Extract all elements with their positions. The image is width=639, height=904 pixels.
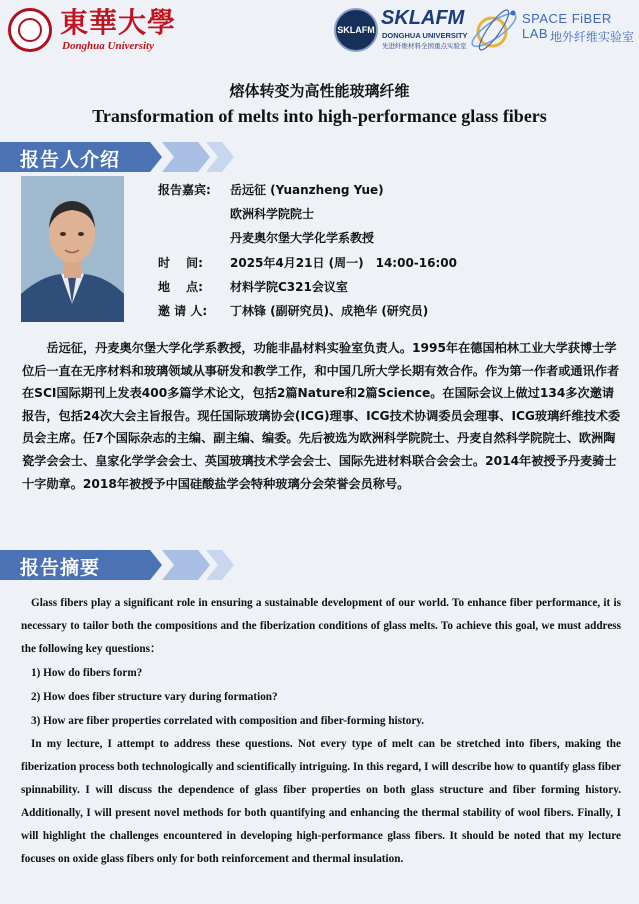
header [0, 0, 639, 66]
info-value: 丹麦奥尔堡大学化学系教授 [230, 231, 375, 245]
talk-title-en: Transformation of melts into high-performance glass fibers [92, 106, 547, 126]
abstract-paragraph: In my lecture, I attempt to address these questions. Not every type of melt can be stretched into fibers, making the fiberization process both technologically and scientifically intriguing. In this regard, I will describe how to quantify glass fiber spinnability. I will discuss the dependence of glass fiber properties on both glass structure and fiber forming history. Additionally, I will present novel methods for both quantifying and enhancing the thermal stability of wool fibers. Finally, I will highlight the challenges encountered in developing high-performance glass fibers. It should be noted that my lecture focuses on oxide glass fibers only for both reinforcement and thermal insulation. [21, 738, 621, 865]
info-value: 岳远征 (Yuanzheng Yue) [230, 183, 384, 197]
space-fiber-lab-logo [466, 4, 522, 56]
info-value: 欧洲科学院院士 [230, 207, 315, 221]
university-name-en: Donghua University [62, 40, 154, 52]
abstract-section-title: 报告摘要 [20, 557, 101, 579]
speaker-photo [21, 176, 124, 322]
speaker-bio [22, 337, 622, 495]
abstract-section-banner [0, 550, 260, 580]
info-value: 丁林锋 (副研究员)、成艳华 (研究员) [230, 304, 429, 318]
abstract-body [21, 592, 621, 880]
sklafm-badge-logo: SKLAFM [334, 8, 378, 52]
sklafm-subtitle-cn: 先进纤维材料全国重点实验室 [382, 42, 467, 50]
info-value: 材料学院C321会议室 [230, 280, 348, 294]
speaker-section-title: 报告人介绍 [20, 149, 121, 171]
sklafm-subtitle-en: DONGHUA UNIVERSITY [382, 31, 468, 40]
info-label: 邀 请 人: [158, 304, 208, 318]
abstract-question: 2) How does fiber structure vary during formation? [31, 691, 278, 703]
university-name-cn: 東華大學 [60, 6, 177, 39]
donghua-seal-logo [8, 8, 52, 52]
speaker-section-banner [0, 142, 260, 172]
sklafm-title: SKLAFM [381, 7, 465, 29]
space-fiber-lab-name-en: SPACE FiBER LAB [522, 11, 612, 41]
abstract-question: 3) How are fiber properties correlated with composition and fiber-forming history. [31, 715, 425, 727]
speaker-bio-text: 岳远征，丹麦奥尔堡大学化学系教授，功能非晶材料实验室负责人。1995年在德国柏林工业大学获博士学位后一直在无序材料和玻璃领域从事研发和教学工作，和中国几所大学长期有效合作。作为第一作者或通讯作者在SCI国际期刊上发表400多篇学术论文，包括2篇Nature和2篇Science。在国际会议上做过134多次邀请报告，包括24次大会主旨报告。现任国际玻璃协会(ICG)理事、ICG技术协调委员会理事、ICG玻璃纤维技术委员会主席。任7个国际杂志的主编、副主编、编委。先后被选为欧洲科学院院士、丹麦自然科学院院士、欧洲陶瓷学会会士、皇家化学学会会士、英国玻璃技术学会会士、国际先进材料联合会会士。2014年被授予丹麦骑士十字勋章。2018年被授予中国硅酸盐学会特种玻璃分会荣誉会员称号。 [22, 341, 621, 491]
info-value: 2025年4月21日 (周一) 14:00-16:00 [230, 256, 457, 270]
abstract-question: 1) How do fibers form? [31, 667, 143, 679]
space-fiber-lab-name-cn: 地外纤维实验室 [550, 30, 635, 44]
info-label: 地 点: [158, 280, 203, 294]
abstract-intro: Glass fibers play a significant role in ensuring a sustainable development of our world. To enhance fiber performance, it is necessary to tailor both the compositions and the fiberization conditions of glass melts. To achieve this goal, we must address the following key questions： [21, 597, 621, 655]
talk-title-cn: 熔体转变为高性能玻璃纤维 [229, 82, 410, 100]
info-label: 时 间: [158, 256, 203, 270]
info-label: 报告嘉宾: [158, 183, 211, 197]
